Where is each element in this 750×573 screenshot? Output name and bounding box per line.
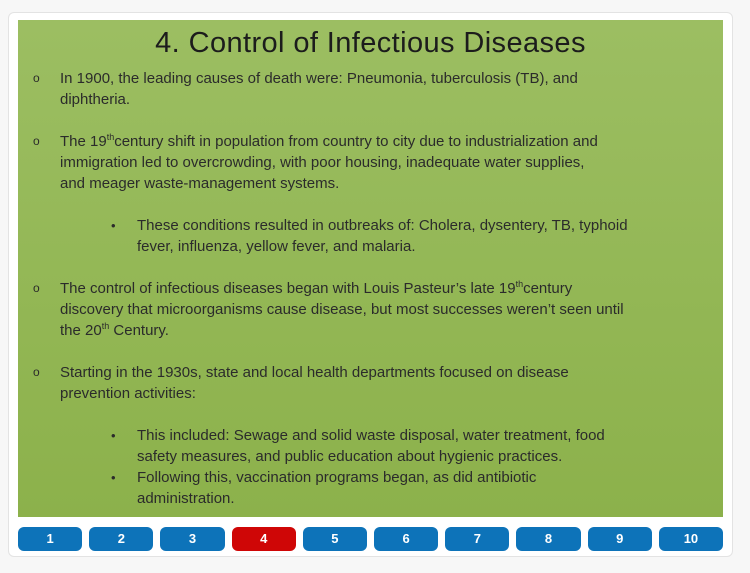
text-run: diphtheria. — [60, 91, 131, 108]
text-run: safety measures, and public education about hygienic practices. — [137, 448, 563, 465]
text-run: Starting in the 1930s, state and local health departments focused on disease — [60, 364, 569, 381]
text-run: the 20 — [60, 322, 102, 339]
bullet-item — [18, 425, 723, 467]
text-run: Following this, vaccination programs began, as did antibiotic — [137, 469, 537, 486]
text-run: Century. — [109, 322, 169, 339]
slide-nav-button-9[interactable]: 9 — [588, 527, 652, 551]
superscript-text: th — [106, 132, 115, 142]
slide-nav-button-3[interactable]: 3 — [160, 527, 224, 551]
bullet-text — [60, 68, 723, 110]
text-run: This included: Sewage and solid waste disposal, water treatment, food — [137, 427, 605, 444]
bullet-marker-circle: o — [33, 281, 40, 295]
bullet-text — [60, 278, 723, 341]
bullet-text — [137, 425, 723, 467]
text-run: administration. — [137, 490, 235, 507]
slide-nav-button-1[interactable]: 1 — [18, 527, 82, 551]
slide-nav-button-4[interactable]: 4 — [232, 527, 296, 551]
slide — [18, 20, 723, 517]
slide-nav — [18, 527, 723, 551]
text-run: The 19 — [60, 133, 107, 150]
slide-nav-button-8[interactable]: 8 — [516, 527, 580, 551]
text-run: century — [523, 280, 573, 297]
bullet-text — [60, 362, 723, 404]
text-run: century shift in population from country to city due to industrialization and — [114, 133, 598, 150]
bullet-item — [18, 467, 723, 509]
bullet-item — [18, 215, 723, 257]
slide-nav-button-2[interactable]: 2 — [89, 527, 153, 551]
text-run: and meager waste-management systems. — [60, 175, 340, 192]
slide-nav-button-6[interactable]: 6 — [374, 527, 438, 551]
bullet-item — [18, 68, 723, 110]
bullet-item — [18, 362, 723, 404]
text-run: The control of infectious diseases began with Louis Pasteur’s late 19 — [60, 280, 516, 297]
bullet-marker-dot: • — [111, 218, 116, 233]
bullet-marker-dot: • — [111, 428, 116, 443]
bullet-marker-circle: o — [33, 134, 40, 148]
bullet-item — [18, 131, 723, 194]
bullet-text — [137, 215, 723, 257]
text-run: prevention activities: — [60, 385, 196, 402]
text-run: immigration led to overcrowding, with poor housing, inadequate water supplies, — [60, 154, 585, 171]
bullet-text — [60, 131, 723, 194]
slide-body — [18, 60, 723, 509]
slide-nav-button-10[interactable]: 10 — [659, 527, 723, 551]
text-run: These conditions resulted in outbreaks of: Cholera, dysentery, TB, typhoid — [137, 217, 628, 234]
slide-title: 4. Control of Infectious Diseases — [155, 27, 586, 59]
bullet-text — [137, 467, 723, 509]
superscript-text: th — [101, 321, 110, 331]
text-run: fever, influenza, yellow fever, and malaria. — [137, 238, 416, 255]
slide-nav-button-7[interactable]: 7 — [445, 527, 509, 551]
slide-card — [8, 12, 733, 557]
text-run: In 1900, the leading causes of death were: Pneumonia, tuberculosis (TB), and — [60, 70, 578, 87]
superscript-text: th — [515, 279, 524, 289]
bullet-item — [18, 278, 723, 341]
bullet-marker-circle: o — [33, 71, 40, 85]
bullet-marker-dot: • — [111, 470, 116, 485]
slide-nav-button-5[interactable]: 5 — [303, 527, 367, 551]
text-run: discovery that microorganisms cause disease, but most successes weren’t seen until — [60, 301, 624, 318]
bullet-marker-circle: o — [33, 365, 40, 379]
